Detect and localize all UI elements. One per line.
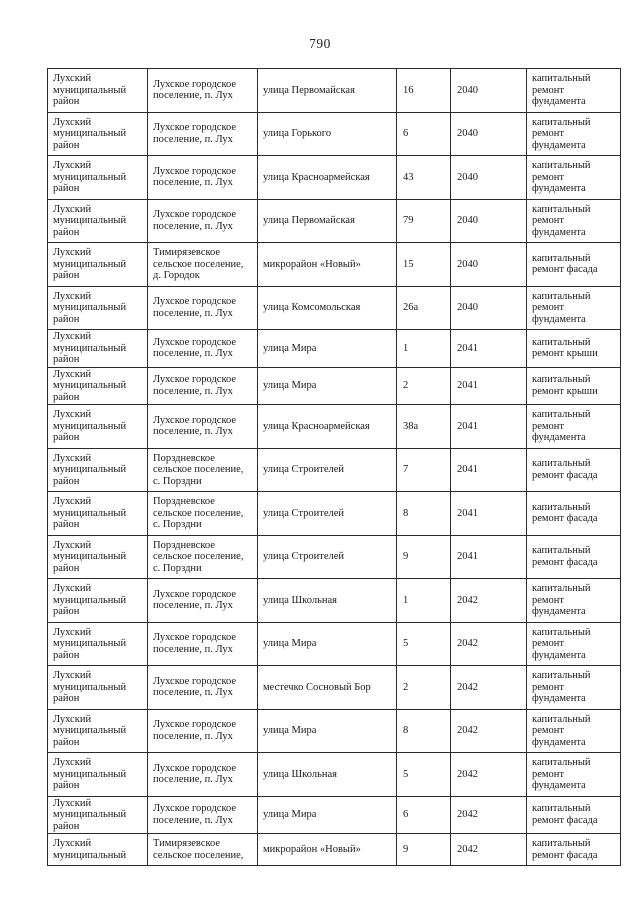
table-row — [48, 834, 621, 866]
cell-house: 9 — [397, 535, 451, 579]
cell-house: 26а — [397, 286, 451, 330]
cell-repair: капитальный ремонт фундамента — [527, 199, 621, 243]
cell-year: 2041 — [451, 330, 527, 368]
repair-program-table — [47, 68, 621, 866]
cell-street: улица Строителей — [258, 492, 397, 536]
cell-repair: капитальный ремонт крыши — [527, 367, 621, 405]
cell-year: 2041 — [451, 405, 527, 449]
table-body — [48, 69, 621, 866]
cell-year: 2042 — [451, 834, 527, 866]
cell-house: 2 — [397, 666, 451, 710]
cell-repair: капитальный ремонт фундамента — [527, 666, 621, 710]
cell-house: 8 — [397, 492, 451, 536]
table-row — [48, 367, 621, 405]
cell-repair: капитальный ремонт фасада — [527, 834, 621, 866]
cell-settlement: Тимирязевское сельское поселение, — [148, 834, 258, 866]
cell-settlement: Лухское городское поселение, п. Лух — [148, 156, 258, 200]
cell-settlement: Лухское городское поселение, п. Лух — [148, 112, 258, 156]
page-number: 790 — [309, 36, 331, 51]
cell-year: 2041 — [451, 367, 527, 405]
cell-year: 2042 — [451, 666, 527, 710]
cell-district: Лухский муниципальный район — [48, 753, 148, 797]
cell-settlement: Лухское городское поселение, п. Лух — [148, 796, 258, 834]
cell-settlement: Лухское городское поселение, п. Лух — [148, 286, 258, 330]
cell-settlement: Порздневское сельское поселение, с. Порздни — [148, 535, 258, 579]
cell-street: улица Мира — [258, 330, 397, 368]
cell-repair: капитальный ремонт фасада — [527, 492, 621, 536]
cell-repair: капитальный ремонт фундамента — [527, 405, 621, 449]
cell-district: Лухский муниципальный район — [48, 156, 148, 200]
cell-settlement: Лухское городское поселение, п. Лух — [148, 330, 258, 368]
cell-year: 2040 — [451, 156, 527, 200]
cell-street: улица Первомайская — [258, 199, 397, 243]
table-row — [48, 579, 621, 623]
cell-year: 2042 — [451, 622, 527, 666]
cell-district: Лухский муниципальный район — [48, 492, 148, 536]
cell-settlement: Порздневское сельское поселение, с. Порздни — [148, 492, 258, 536]
cell-house: 6 — [397, 796, 451, 834]
cell-settlement: Тимирязевское сельское поселение, д. Городок — [148, 243, 258, 287]
cell-year: 2040 — [451, 69, 527, 113]
cell-district: Лухский муниципальный район — [48, 243, 148, 287]
table-row — [48, 156, 621, 200]
cell-repair: капитальный ремонт фасада — [527, 535, 621, 579]
table-row — [48, 405, 621, 449]
cell-street: улица Комсомольская — [258, 286, 397, 330]
cell-year: 2042 — [451, 579, 527, 623]
cell-year: 2041 — [451, 448, 527, 492]
table-row — [48, 112, 621, 156]
cell-street: улица Красноармейская — [258, 156, 397, 200]
cell-street: микрорайон «Новый» — [258, 834, 397, 866]
cell-district: Лухский муниципальный район — [48, 199, 148, 243]
cell-repair: капитальный ремонт крыши — [527, 330, 621, 368]
table-row — [48, 709, 621, 753]
cell-repair: капитальный ремонт фундамента — [527, 753, 621, 797]
cell-house: 5 — [397, 622, 451, 666]
cell-settlement: Порздневское сельское поселение, с. Порздни — [148, 448, 258, 492]
cell-street: улица Красноармейская — [258, 405, 397, 449]
table-row — [48, 535, 621, 579]
table-row — [48, 199, 621, 243]
cell-repair: капитальный ремонт фундамента — [527, 286, 621, 330]
cell-district: Лухский муниципальный район — [48, 622, 148, 666]
cell-district: Лухский муниципальный район — [48, 448, 148, 492]
table-row — [48, 666, 621, 710]
cell-street: улица Горького — [258, 112, 397, 156]
cell-street: местечко Сосновый Бор — [258, 666, 397, 710]
cell-house: 79 — [397, 199, 451, 243]
cell-house: 7 — [397, 448, 451, 492]
cell-street: улица Школьная — [258, 753, 397, 797]
cell-district: Лухский муниципальный район — [48, 405, 148, 449]
cell-repair: капитальный ремонт фундамента — [527, 579, 621, 623]
cell-street: улица Мира — [258, 367, 397, 405]
cell-street: улица Мира — [258, 622, 397, 666]
cell-house: 9 — [397, 834, 451, 866]
cell-house: 15 — [397, 243, 451, 287]
cell-street: улица Школьная — [258, 579, 397, 623]
cell-year: 2042 — [451, 753, 527, 797]
cell-year: 2040 — [451, 112, 527, 156]
cell-year: 2040 — [451, 199, 527, 243]
table-row — [48, 492, 621, 536]
cell-district: Лухский муниципальный район — [48, 367, 148, 405]
cell-house: 8 — [397, 709, 451, 753]
cell-street: улица Строителей — [258, 535, 397, 579]
cell-settlement: Лухское городское поселение, п. Лух — [148, 709, 258, 753]
cell-district: Лухский муниципальный район — [48, 579, 148, 623]
cell-settlement: Лухское городское поселение, п. Лух — [148, 405, 258, 449]
cell-year: 2041 — [451, 492, 527, 536]
cell-year: 2040 — [451, 243, 527, 287]
cell-street: микрорайон «Новый» — [258, 243, 397, 287]
cell-settlement: Лухское городское поселение, п. Лух — [148, 753, 258, 797]
table-row — [48, 753, 621, 797]
table-row — [48, 286, 621, 330]
cell-house: 5 — [397, 753, 451, 797]
cell-district: Лухский муниципальный район — [48, 69, 148, 113]
cell-year: 2042 — [451, 709, 527, 753]
cell-house: 1 — [397, 330, 451, 368]
cell-house: 6 — [397, 112, 451, 156]
table-row — [48, 796, 621, 834]
cell-settlement: Лухское городское поселение, п. Лух — [148, 579, 258, 623]
cell-street: улица Строителей — [258, 448, 397, 492]
cell-district: Лухский муниципальный район — [48, 709, 148, 753]
cell-street: улица Мира — [258, 709, 397, 753]
table-row — [48, 448, 621, 492]
cell-repair: капитальный ремонт фундамента — [527, 112, 621, 156]
cell-repair: капитальный ремонт фасада — [527, 243, 621, 287]
cell-house: 38а — [397, 405, 451, 449]
cell-house: 43 — [397, 156, 451, 200]
cell-street: улица Мира — [258, 796, 397, 834]
cell-settlement: Лухское городское поселение, п. Лух — [148, 69, 258, 113]
cell-year: 2042 — [451, 796, 527, 834]
cell-district: Лухский муниципальный район — [48, 666, 148, 710]
cell-year: 2041 — [451, 535, 527, 579]
cell-district: Лухский муниципальный район — [48, 112, 148, 156]
cell-house: 2 — [397, 367, 451, 405]
cell-district: Лухский муниципальный район — [48, 286, 148, 330]
cell-district: Лухский муниципальный район — [48, 535, 148, 579]
cell-repair: капитальный ремонт фасада — [527, 796, 621, 834]
cell-district: Лухский муниципальный район — [48, 796, 148, 834]
cell-street: улица Первомайская — [258, 69, 397, 113]
cell-district: Лухский муниципальный район — [48, 330, 148, 368]
cell-settlement: Лухское городское поселение, п. Лух — [148, 199, 258, 243]
cell-repair: капитальный ремонт фундамента — [527, 69, 621, 113]
table-row — [48, 243, 621, 287]
cell-repair: капитальный ремонт фундамента — [527, 156, 621, 200]
table-row — [48, 69, 621, 113]
cell-repair: капитальный ремонт фундамента — [527, 709, 621, 753]
cell-house: 16 — [397, 69, 451, 113]
table-row — [48, 330, 621, 368]
table-row — [48, 622, 621, 666]
cell-settlement: Лухское городское поселение, п. Лух — [148, 367, 258, 405]
cell-settlement: Лухское городское поселение, п. Лух — [148, 666, 258, 710]
cell-house: 1 — [397, 579, 451, 623]
cell-district: Лухский муниципальный — [48, 834, 148, 866]
cell-year: 2040 — [451, 286, 527, 330]
cell-settlement: Лухское городское поселение, п. Лух — [148, 622, 258, 666]
cell-repair: капитальный ремонт фасада — [527, 448, 621, 492]
cell-repair: капитальный ремонт фундамента — [527, 622, 621, 666]
